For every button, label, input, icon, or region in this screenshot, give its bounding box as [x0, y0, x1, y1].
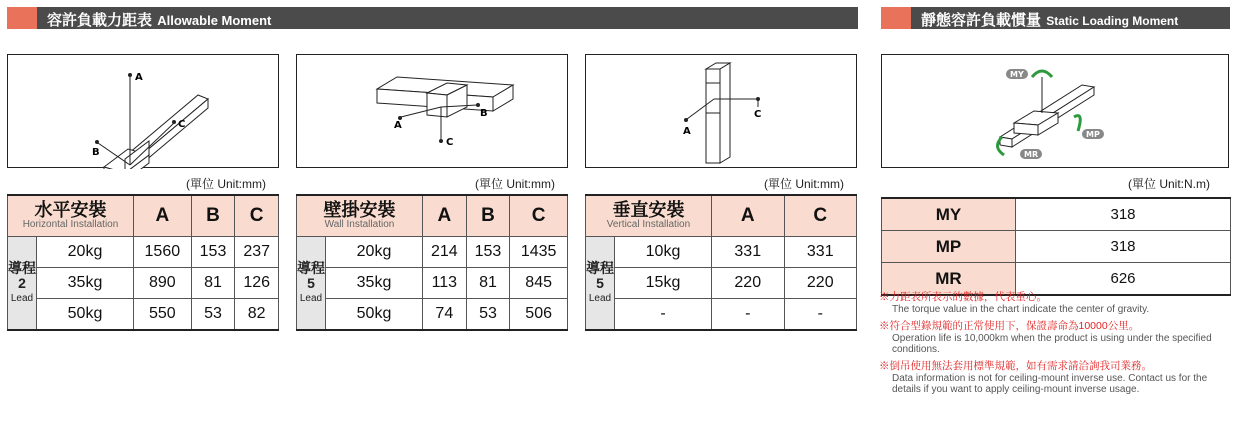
mr-label: MR — [1024, 150, 1039, 159]
lead-cell: 導程 5 Lead — [586, 237, 615, 331]
wall-diagram — [296, 54, 568, 168]
value-cell: 1560 — [134, 237, 192, 268]
load-cell: 50kg — [326, 299, 423, 331]
load-cell: 50kg — [37, 299, 134, 331]
table-row — [882, 198, 1231, 231]
table-row — [8, 299, 279, 331]
value-cell: 53 — [466, 299, 510, 331]
load-cell: 35kg — [326, 268, 423, 299]
moment-key: MR — [882, 263, 1016, 296]
point-a — [684, 118, 688, 122]
point-b — [476, 103, 480, 107]
moment-key: MP — [882, 231, 1016, 263]
value-cell: 331 — [712, 237, 785, 268]
value-cell: 113 — [423, 268, 467, 299]
label-a: A — [683, 126, 691, 137]
value-cell: 220 — [784, 268, 857, 299]
point-c — [756, 97, 760, 101]
wall-table-title: 壁掛安裝 Wall Installation — [297, 195, 423, 237]
wall-rail-drawing — [297, 55, 569, 169]
table-row — [297, 237, 568, 268]
header-accent — [7, 7, 37, 29]
col-header-c: C — [235, 195, 279, 237]
label-c: C — [446, 137, 454, 148]
header-accent — [881, 7, 911, 29]
vertical-table-title: 垂直安裝 Vertical Installation — [586, 195, 712, 237]
load-cell: 20kg — [326, 237, 423, 268]
moment-diagram — [881, 54, 1229, 168]
my-rotation-arrow — [1032, 71, 1052, 77]
note-zh: ※符合型錄規範的正常使用下，保證壽命為10000公里。 — [879, 320, 1140, 332]
moment-value: 318 — [1016, 231, 1231, 263]
point-c — [172, 120, 176, 124]
mp-rotation-arrow — [1074, 116, 1080, 131]
label-a: A — [135, 72, 143, 83]
table-row — [586, 299, 857, 331]
value-cell: 53 — [191, 299, 235, 331]
point-a — [128, 73, 132, 77]
table-row — [586, 237, 857, 268]
value-cell: - — [784, 299, 857, 331]
note-en: The torque value in the chart indicate the center of gravity. — [892, 304, 1150, 315]
mp-label: MP — [1086, 130, 1100, 139]
my-label: MY — [1010, 70, 1024, 79]
value-cell: 82 — [235, 299, 279, 331]
col-header-b: B — [191, 195, 235, 237]
col-header-a: A — [134, 195, 192, 237]
vertical-rail-drawing — [586, 55, 858, 169]
lead-cell: 導程 5 Lead — [297, 237, 326, 331]
label-b: B — [480, 108, 488, 119]
value-cell: 126 — [235, 268, 279, 299]
load-cell: 15kg — [615, 268, 712, 299]
note-en: Data information is not for ceiling-mount inverse use. Contact us for the details if you want to apply ceiling-mount inverse usage. — [892, 373, 1208, 395]
unit-label: (單位 Unit:mm) — [186, 177, 266, 191]
lead-cell: 導程 2 Lead — [8, 237, 37, 331]
value-cell: 153 — [466, 237, 510, 268]
point-c — [439, 139, 443, 143]
static-title-zh: 靜態容許負載慣量 — [921, 11, 1042, 29]
label-b: B — [92, 147, 100, 158]
value-cell: 81 — [191, 268, 235, 299]
value-cell: 506 — [510, 299, 568, 331]
moment-key: MY — [882, 198, 1016, 231]
moment-value: 626 — [1016, 263, 1231, 296]
table-row — [586, 268, 857, 299]
allowable-moment-header — [7, 7, 858, 29]
value-cell: 331 — [784, 237, 857, 268]
point-b — [95, 140, 99, 144]
horizontal-table — [7, 194, 279, 331]
load-cell: 35kg — [37, 268, 134, 299]
load-cell: - — [615, 299, 712, 331]
note-zh: ※倒吊使用無法套用標準規範，如有需求請洽詢我司業務。 — [879, 360, 1152, 372]
notes — [879, 290, 1229, 399]
load-cell: 10kg — [615, 237, 712, 268]
col-header-b: B — [466, 195, 510, 237]
table-row — [882, 231, 1231, 263]
allowable-title-zh: 容許負載力距表 — [47, 11, 153, 29]
col-header-a: A — [423, 195, 467, 237]
table-row — [8, 237, 279, 268]
col-header-c: C — [510, 195, 568, 237]
vertical-diagram — [585, 54, 857, 168]
value-cell: 890 — [134, 268, 192, 299]
value-cell: 550 — [134, 299, 192, 331]
table-row — [297, 299, 568, 331]
static-title-en: Static Loading Moment — [1046, 14, 1179, 28]
table-row — [297, 268, 568, 299]
horizontal-diagram — [7, 54, 279, 168]
note-zh: ※力距表所表示的數據，代表重心。 — [879, 291, 1047, 303]
note-en: Operation life is 10,000km when the product is using under the specified conditions. — [892, 333, 1212, 355]
value-cell: 153 — [191, 237, 235, 268]
static-moment-table — [881, 197, 1231, 296]
vertical-table — [585, 194, 857, 331]
value-cell: 845 — [510, 268, 568, 299]
horizontal-table-title: 水平安裝 Horizontal Installation — [8, 195, 134, 237]
label-a: A — [394, 120, 402, 131]
value-cell: 1435 — [510, 237, 568, 268]
value-cell: 81 — [466, 268, 510, 299]
wall-table — [296, 194, 568, 331]
value-cell: 74 — [423, 299, 467, 331]
label-c: C — [178, 119, 186, 130]
allowable-title-en: Allowable Moment — [157, 13, 272, 28]
load-cell: 20kg — [37, 237, 134, 268]
horizontal-rail-drawing — [8, 55, 280, 169]
moment-rail-drawing — [882, 55, 1230, 169]
static-moment-header — [881, 7, 1230, 29]
unit-label: (單位 Unit:mm) — [764, 177, 844, 191]
unit-label: (單位 Unit:mm) — [475, 177, 555, 191]
value-cell: - — [712, 299, 785, 331]
value-cell: 237 — [235, 237, 279, 268]
unit-label: (單位 Unit:N.m) — [1128, 177, 1210, 191]
value-cell: 220 — [712, 268, 785, 299]
value-cell: 214 — [423, 237, 467, 268]
table-row — [8, 268, 279, 299]
moment-value: 318 — [1016, 198, 1231, 231]
label-c: C — [754, 109, 762, 120]
col-header-a: A — [712, 195, 785, 237]
col-header-c: C — [784, 195, 857, 237]
